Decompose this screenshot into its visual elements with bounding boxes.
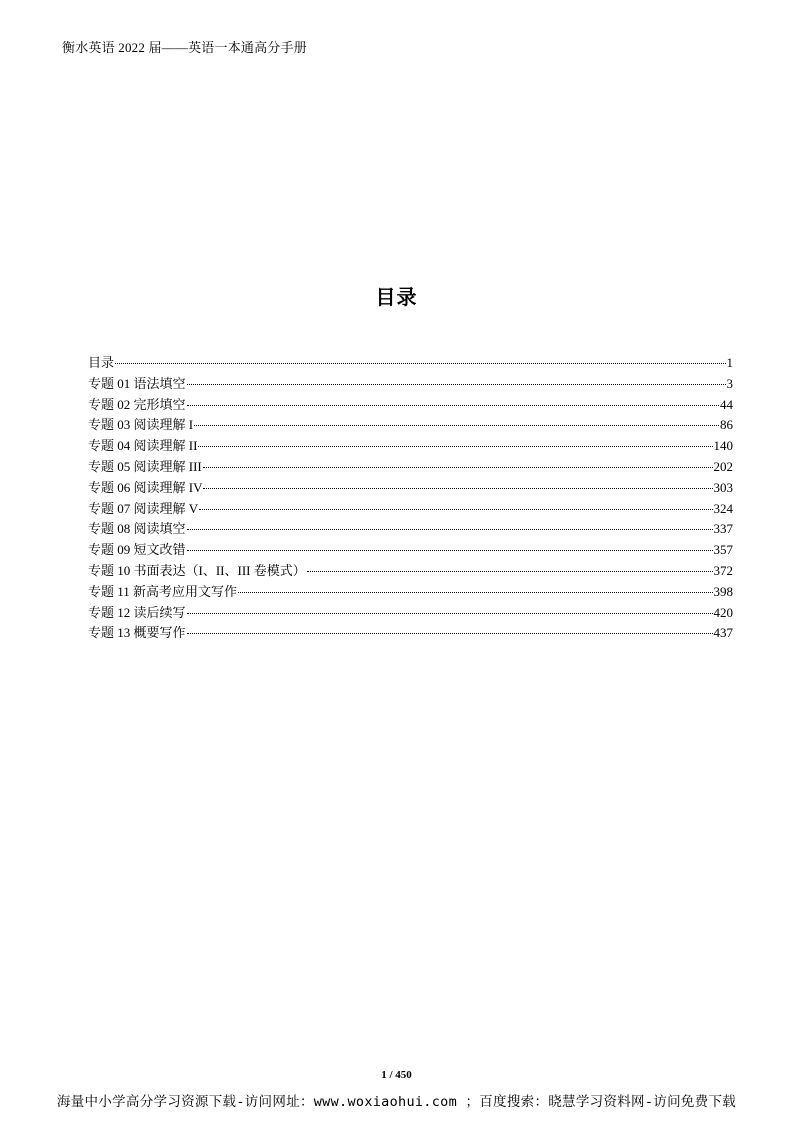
toc-entry-topic-04[interactable]	[88, 435, 733, 456]
toc-entry-page: 140	[713, 438, 733, 454]
footer-banner: 海量中小学高分学习资源下载-访问网址：www.woxiaohui.com ；百度搜索：晓慧学习资料网-访问免费下载	[56, 1094, 737, 1110]
toc-entry-label: 专题 08 阅读填空	[88, 521, 186, 537]
toc-entry-topic-03[interactable]	[88, 414, 733, 435]
toc-entry-label: 专题 06 阅读理解 IV	[88, 479, 203, 495]
toc-entry-page: 337	[713, 521, 733, 537]
toc-entry-topic-06[interactable]	[88, 477, 733, 498]
toc-entry-label: 专题 02 完形填空	[88, 396, 186, 412]
toc-entry-label: 专题 04 阅读理解 II	[88, 438, 198, 454]
toc-entry-label: 专题 01 语法填空	[88, 375, 186, 391]
toc-entry-topic-05[interactable]	[88, 456, 733, 477]
toc-entry-label: 专题 07 阅读理解 V	[88, 500, 199, 516]
dot-leader	[199, 509, 712, 510]
toc-entry-page: 86	[720, 417, 733, 433]
dot-leader	[187, 384, 726, 385]
toc-entry-contents[interactable]	[88, 352, 733, 373]
toc-entry-page: 420	[713, 604, 733, 620]
page-title: 目录	[375, 285, 418, 309]
dot-leader	[115, 363, 725, 364]
toc-entry-page: 398	[713, 583, 733, 599]
table-of-contents	[88, 352, 733, 643]
toc-entry-page: 303	[713, 479, 733, 495]
toc-entry-label: 专题 10 书面表达（I、II、III 卷模式）	[88, 562, 306, 578]
dot-leader	[238, 592, 712, 593]
dot-leader	[203, 488, 712, 489]
toc-entry-topic-02[interactable]	[88, 394, 733, 415]
dot-leader	[187, 633, 713, 634]
toc-entry-topic-10[interactable]	[88, 560, 733, 581]
toc-entry-page: 202	[713, 458, 733, 474]
toc-entry-topic-12[interactable]	[88, 602, 733, 623]
running-header: 衡水英语 2022 届——英语一本通高分手册	[62, 40, 307, 55]
dot-leader	[198, 446, 712, 447]
toc-entry-topic-08[interactable]	[88, 518, 733, 539]
toc-entry-page: 357	[713, 542, 733, 558]
toc-entry-topic-07[interactable]	[88, 498, 733, 519]
toc-entry-topic-01[interactable]	[88, 373, 733, 394]
dot-leader	[307, 571, 713, 572]
toc-entry-page: 44	[720, 396, 733, 412]
dot-leader	[187, 550, 713, 551]
toc-entry-topic-09[interactable]	[88, 539, 733, 560]
toc-entry-page: 3	[726, 375, 733, 391]
toc-entry-label: 目录	[88, 355, 115, 370]
page-number: 1 / 450	[381, 1069, 412, 1081]
dot-leader	[194, 425, 719, 426]
toc-entry-label: 专题 03 阅读理解 I	[88, 417, 194, 433]
dot-leader	[187, 405, 719, 406]
toc-entry-label: 专题 09 短文改错	[88, 542, 186, 558]
toc-entry-label: 专题 11 新高考应用文写作	[88, 583, 238, 599]
toc-entry-label: 专题 13 概要写作	[88, 625, 186, 641]
toc-entry-topic-13[interactable]	[88, 622, 733, 643]
dot-leader	[203, 467, 713, 468]
dot-leader	[187, 613, 713, 614]
toc-entry-page: 437	[713, 625, 733, 641]
toc-entry-topic-11[interactable]	[88, 581, 733, 602]
toc-entry-label: 专题 05 阅读理解 III	[88, 458, 202, 474]
dot-leader	[187, 529, 713, 530]
toc-entry-page: 1	[726, 355, 733, 370]
toc-entry-label: 专题 12 读后续写	[88, 604, 186, 620]
toc-entry-page: 372	[713, 562, 733, 578]
toc-entry-page: 324	[713, 500, 733, 516]
